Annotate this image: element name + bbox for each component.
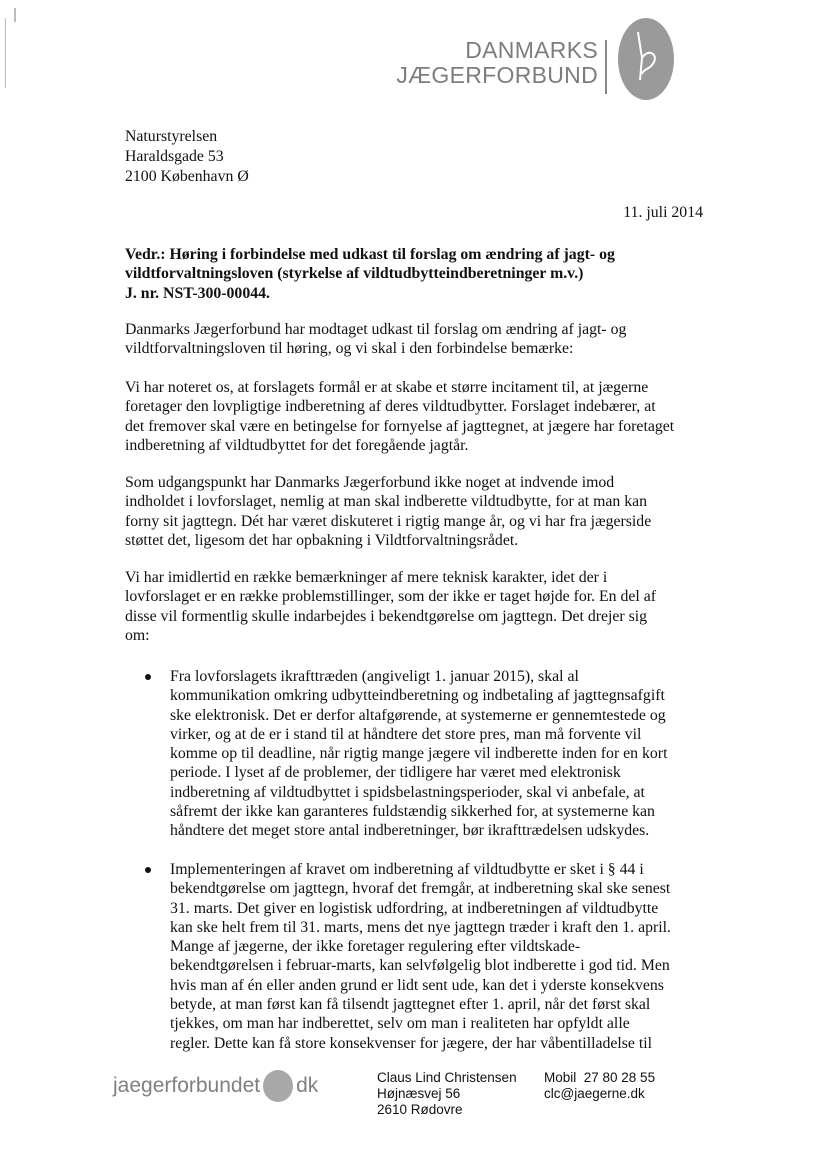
- subject-heading: Vedr.: Høring i forbindelse med udkast til forslag om ændring af jagt- og vildtforvaltningsloven (styrkelse af vildtudbytteindberetninger m.v.) J. nr. NST-300-00044.: [125, 246, 615, 302]
- logo-line-2: JÆGERFORBUND: [396, 62, 598, 88]
- footer-logo-right: dk: [296, 1074, 319, 1097]
- logo-divider: [605, 40, 607, 94]
- organization-logo-text: [390, 38, 598, 88]
- bullet-icon: [145, 674, 151, 680]
- bird-emblem-icon: [618, 18, 674, 100]
- footer-logo-left: jaegerforbundet: [113, 1074, 261, 1097]
- bullet-item: Implementeringen af kravet om indberetning af vildtudbytte er sket i § 44 i bekendtgørelse om jagttegn, hvoraf det fremgår, at indberetning skal ske senest 31. marts. Det giver en logistisk udfordring, at indberetningen af vildtudbytte kan ske helt frem til 31. marts, mens det nye jagttegn træder i kraft den 1. april. Mange af jægerne, der ikke foretager regulering efter vildtskade- bekendtgørelsen i februar-marts, kan selvfølgelig blot indberette i god tid. Men hvis man af én eller anden grund er lidt sent ude, kan det i yderste konsekvens betyde, at man først kan få tilsendt jagttegnet efter 1. april, når det først skal tjekkes, om man har indberettet, selv om man i realiteten har opfyldt alle regler. Dette kan få store konsekvenser for jægere, der har våbentilladelse til: [170, 861, 671, 1052]
- bullet-item: Fra lovforslagets ikrafttræden (angiveligt 1. januar 2015), skal al kommunikation omkring udbytteindberetning og indbetaling af jagttegnsafgift ske elektronisk. Det er derfor altafgørende, at systemerne er gennemtestede og virker, og at de er i stand til at håndtere det store pres, man må forvente vil komme op til deadline, når rigtig mange jægere vil indberette inden for en kort periode. I lyset af de problemer, der tidligere har været med elektronisk indberetning af vildtudbyttet i spidsbelastningsperioder, skal vi anbefale, at såfremt der ikke kan garanteres fuldstændig sikkerhed for, at systemerne kan håndtere det meget store antal indberetninger, bør ikrafttrædelsen udskydes.: [170, 668, 668, 840]
- scan-mark: [5, 18, 6, 88]
- paragraph: Som udgangspunkt har Danmarks Jægerforbund ikke noget at indvende imod indholdet i lovforslaget, nemlig at man skal indberette vildtudbytte, for at man kan forny sit jagttegn. Dét har været diskuteret i rigtig mange år, og vi har fra jægerside støttet det, ligesom det har opbakning i Vildtforvaltningsrådet.: [125, 474, 652, 549]
- recipient-address: Naturstyrelsen Haraldsgade 53 2100 København Ø: [125, 128, 249, 185]
- paragraph: Vi har noteret os, at forslagets formål er at skabe et større incitament til, at jægerne foretager den lovpligtige indberetning af deres vildtudbytter. Forslaget indebærer, at det fremover skal være en betingelse for fornyelse af jagttegnet, at jægere har foretaget indberetning af vildtudbyttet for det foregående jagtår.: [125, 379, 675, 454]
- footer-phone-email: Mobil 27 80 28 55 clc@jaegerne.dk: [544, 1070, 656, 1101]
- footer-emblem-icon: [263, 1070, 293, 1102]
- bullet-icon: [145, 867, 151, 873]
- footer-logo: [113, 1070, 318, 1102]
- footer-contact: Claus Lind Christensen Højnæsvej 56 2610 Rødovre: [377, 1070, 517, 1117]
- letter-date: 11. juli 2014: [623, 204, 703, 221]
- scan-mark: [14, 8, 16, 22]
- logo-line-1: DANMARKS: [465, 37, 598, 63]
- paragraph: Vi har imidlertid en række bemærkninger af mere teknisk karakter, idet der i lovforslaget er en række problemstillinger, som der ikke er taget højde for. En del af disse vil formentlig skulle indarbejdes i bekendtgørelse om jagttegn. Det drejer sig om:: [125, 569, 657, 644]
- paragraph: Danmarks Jægerforbund har modtaget udkast til forslag om ændring af jagt- og vildtforvaltningsloven til høring, og vi skal i den forbindelse bemærke:: [125, 321, 627, 358]
